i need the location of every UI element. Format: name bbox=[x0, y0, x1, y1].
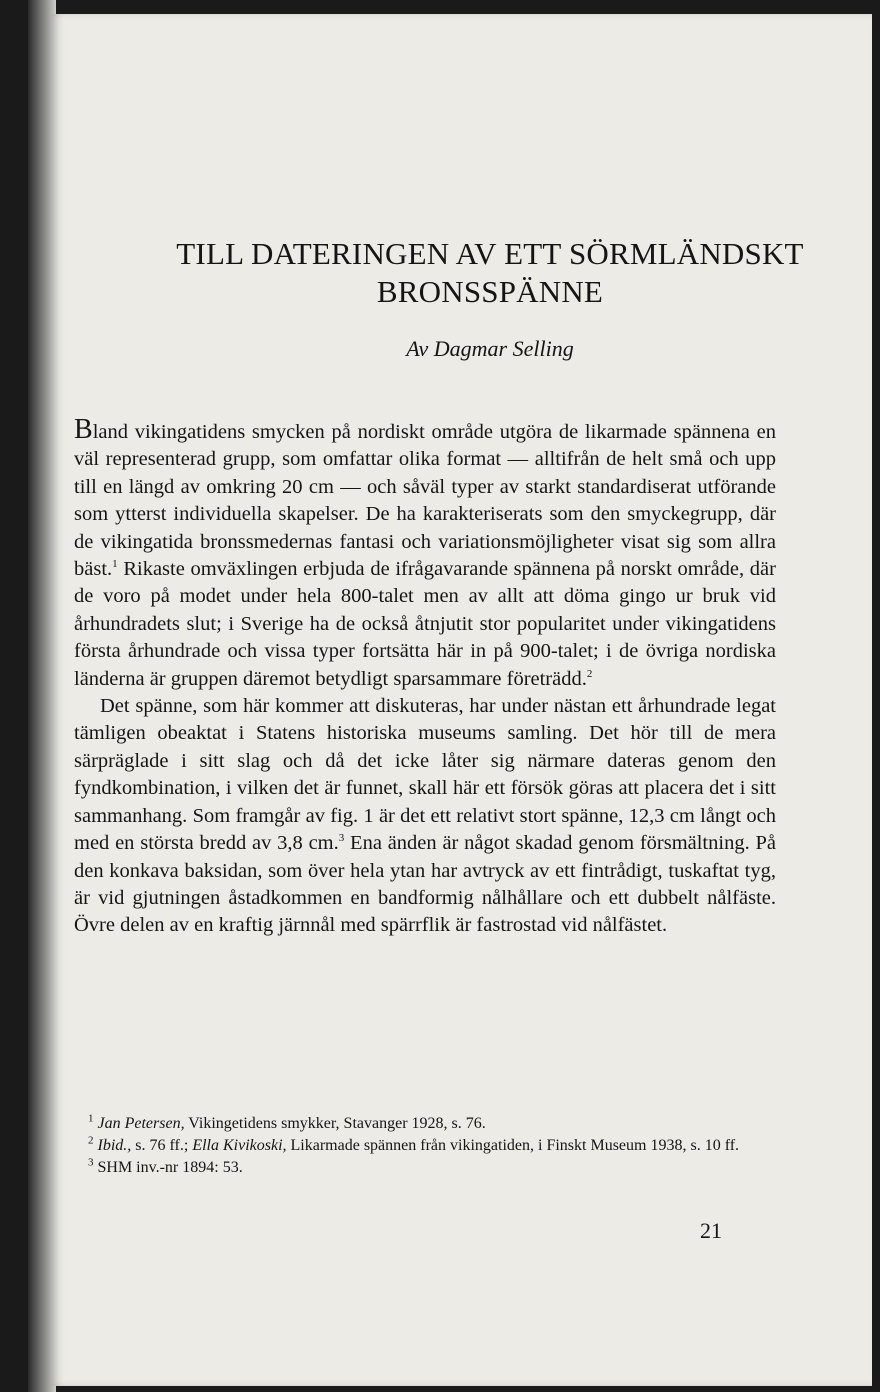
footnote-ref-1: 1 bbox=[112, 558, 118, 571]
footnote-number: 1 bbox=[88, 1112, 94, 1125]
footnote-author-2: Ella Kivikoski, bbox=[192, 1137, 287, 1154]
footnote-ref-3: 3 bbox=[338, 832, 345, 845]
footnote-author: Jan Petersen, bbox=[97, 1115, 185, 1132]
paragraph-2 bbox=[74, 693, 776, 940]
drop-cap: B bbox=[74, 414, 93, 445]
page-number: 21 bbox=[700, 1218, 722, 1243]
paragraph-2-text: Det spänne, som här kommer att diskuteras, har under nästan ett århundrade legat tämligen obeaktat i Statens historiska museums samling. Det hör till de mera särpräglade i sitt slag och då det icke låter sig närmare dateras genom den fyndkombination, i vilken det är funnet, skall här ett försök göras att placera det i sitt sammanhang. Som framgår av fig. 1 är det ett relativt stort spänne, 12,3 cm långt och med en största bredd av 3,8 cm. bbox=[74, 695, 776, 855]
footnote-text: Vikingetidens smykker, Stavanger 1928, s. 76. bbox=[184, 1115, 486, 1132]
footnote-text: s. 76 ff.; bbox=[131, 1137, 193, 1154]
footnote-2 bbox=[74, 1135, 776, 1157]
footnote-number: 2 bbox=[88, 1134, 94, 1147]
footnote-text-2: Likarmade spännen från vikingatiden, i Finskt Museum 1938, s. 10 ff. bbox=[286, 1137, 740, 1154]
footnote-number: 3 bbox=[88, 1156, 94, 1169]
book-page bbox=[52, 14, 872, 1386]
paragraph-1-text-cont: Rikaste omväxlingen erbjuda de ifrågavarande spännena på norskt område, där de voro på modet under hela 800-talet men av allt att döma gingo ur bruk vid århundradets slut; i Sverige ha de också åtnjutit stor popularitet under vikingatidens första århundrade och vissa typer fortsätta här in på 900-talet; i de övriga nordiska länderna är gruppen däremot betydligt sparsammare företrädd. bbox=[74, 558, 776, 690]
paragraph-1 bbox=[74, 414, 776, 693]
footnote-text: SHM inv.-nr 1894: 53. bbox=[97, 1159, 243, 1176]
paragraph-2-text-cont: Ena änden är något skadad genom försmältning. På den konkava baksidan, som över hela ytan har avtryck av ett fintrådigt, tuskaftat tyg, är vid gjutningen åstadkommen en bandformig nålhållare och ett dubbelt nålfäste. Övre delen av en kraftig järnnål med spärrflik är fastrostad vid nålfästet. bbox=[74, 832, 776, 937]
footnote-1 bbox=[74, 1113, 776, 1135]
article-body bbox=[74, 414, 776, 940]
footnote-3 bbox=[74, 1157, 776, 1179]
article-author: Av Dagmar Selling bbox=[406, 336, 574, 361]
article-title-line-1: TILL DATERINGEN AV ETT SÖRMLÄNDSKT bbox=[176, 236, 804, 271]
paragraph-1-text: land vikingatidens smycken på nordiskt område utgöra de likarmade spännena en väl representerad grupp, som omfattar olika format — alltifrån de helt små och upp till en längd av omkring 20 cm — och såväl typer av starkt standardiserat utförande som ytterst individuella skapelser. De ha karakteriserats som den smyckegrupp, där de vikingatida bronssmedernas fantasi och variationsmöjligheter visat sig som allra bäst. bbox=[74, 421, 776, 581]
footnote-author: Ibid., bbox=[97, 1137, 132, 1154]
footnote-ref-2: 2 bbox=[586, 667, 593, 680]
footnotes bbox=[74, 1112, 776, 1179]
article-title-line-2: BRONSSPÄNNE bbox=[376, 274, 604, 309]
